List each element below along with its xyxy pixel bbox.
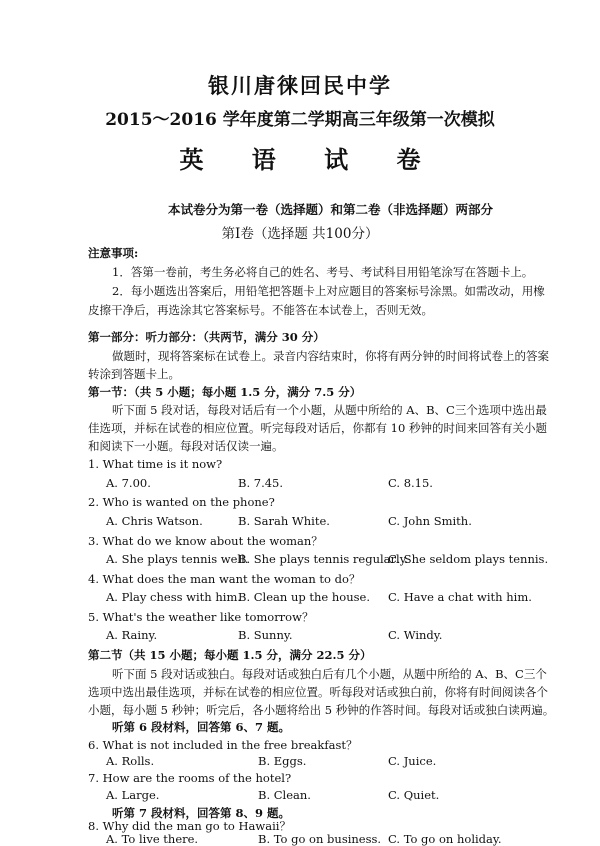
q7-option-c: C. Quiet. <box>388 788 440 802</box>
section1-desc-2: 佳选项，并标在试卷的相应位置。听完每段对话后，你都有 10 秒钟的时间来回答有关小题 <box>88 421 547 435</box>
section1-heading: 第一节：（共 5 小题；每小题 1.5 分，满分 7.5 分） <box>88 385 362 399</box>
structure-note: 本试卷分为第一卷（选择题）和第二卷（非选择题）两部分 <box>168 202 494 217</box>
notes-item-2: 2．每小题选出答案后，用铅笔把答题卡上对应题目的答案标号涂黑。如需改动，用橡 <box>112 284 545 298</box>
q1-option-b: B. 7.45. <box>238 476 284 490</box>
q4-option-c: C. Have a chat with him. <box>388 590 532 604</box>
section1-desc-1: 听下面 5 段对话，每段对话后有一个小题，从题中所给的 A、B、C三个选项中选出最 <box>112 403 547 417</box>
question-6: 6. What is not included in the free breakfast？ <box>88 738 358 752</box>
q2-option-b: B. Sarah White. <box>238 514 330 528</box>
q5-option-b: B. Sunny. <box>238 628 293 642</box>
question-2: 2. Who is wanted on the phone? <box>88 495 275 509</box>
q1-option-c: C. 8.15. <box>388 476 433 490</box>
part1-heading: 第一部分：听力部分：（共两节，满分 30 分） <box>88 330 325 344</box>
q6-option-b: B. Eggs. <box>258 754 307 768</box>
q5-option-c: C. Windy. <box>388 628 443 642</box>
q8-option-b: B. To go on business. <box>258 832 382 846</box>
subject-title: 英 语 试 卷 <box>179 145 441 174</box>
section2-desc-3: 小题，每小题 5 秒钟；听完后，各小题将给出 5 秒钟的作答时间。每段对话或独白读两遍。 <box>88 703 555 717</box>
question-8: 8. Why did the man go to Hawaii？ <box>88 819 291 833</box>
section2-desc-1: 听下面 5 段对话或独白。每段对话或独白后有几个小题，从题中所给的 A、B、C三个 <box>112 667 547 681</box>
q4-option-a: A. Play chess with him. <box>106 590 242 604</box>
material-6-heading: 听第 6 段材料，回答第 6、7 题。 <box>112 720 291 734</box>
notes-item-1: 1．答第一卷前，考生务必将自己的姓名、考号、考试科目用铅笔涂写在答题卡上。 <box>112 265 534 279</box>
part1-desc-cont: 转涂到答题卡上。 <box>88 367 180 381</box>
q2-option-c: C. John Smith. <box>388 514 472 528</box>
question-5: 5. What's the weather like tomorrow？ <box>88 610 314 624</box>
section2-desc-2: 选项中选出最佳选项，并标在试卷的相应位置。听每段对话或独白前，你将有时间阅读各个 <box>88 685 548 699</box>
school-title: 银川唐徕回民中学 <box>208 73 392 98</box>
notes-item-2-cont: 皮擦干净后，再选涂其它答案标号。不能答在本试卷上，否则无效。 <box>88 303 433 317</box>
section1-desc-3: 和阅读下一小题。每段对话仅读一遍。 <box>88 439 284 453</box>
question-1: 1. What time is it now? <box>88 457 223 471</box>
q1-option-a: A. 7.00. <box>106 476 151 490</box>
q3-option-a: A. She plays tennis well. <box>106 552 249 566</box>
q6-option-c: C. Juice. <box>388 754 437 768</box>
question-4: 4. What does the man want the woman to do？ <box>88 572 361 586</box>
q3-option-b: B. She plays tennis regularly. <box>238 552 409 566</box>
q6-option-a: A. Rolls. <box>106 754 155 768</box>
q4-option-b: B. Clean up the house. <box>238 590 370 604</box>
term-title: 2015～2016 学年度第二学期高三年级第一次模拟 <box>105 110 495 130</box>
q8-option-c: C. To go on holiday. <box>388 832 502 846</box>
question-3: 3. What do we know about the woman？ <box>88 534 323 548</box>
q2-option-a: A. Chris Watson. <box>106 514 203 528</box>
material-7-heading: 听第 7 段材料，回答第 8、9 题。 <box>112 806 291 820</box>
notes-heading: 注意事项: <box>88 246 139 260</box>
part1-desc: 做题时，现将答案标在试卷上。录音内容结束时，你将有两分钟的时间将试卷上的答案 <box>112 349 549 363</box>
q7-option-a: A. Large. <box>106 788 160 802</box>
volume-title: 第Ⅰ卷（选择题 共100分） <box>221 226 379 242</box>
question-7: 7. How are the rooms of the hotel? <box>88 771 292 785</box>
section2-heading: 第二节（共 15 小题；每小题 1.5 分，满分 22.5 分） <box>88 648 372 662</box>
q5-option-a: A. Rainy. <box>106 628 158 642</box>
q3-option-c: C. She seldom plays tennis. <box>388 552 549 566</box>
q8-option-a: A. To live there. <box>106 832 199 846</box>
q7-option-b: B. Clean. <box>258 788 311 802</box>
